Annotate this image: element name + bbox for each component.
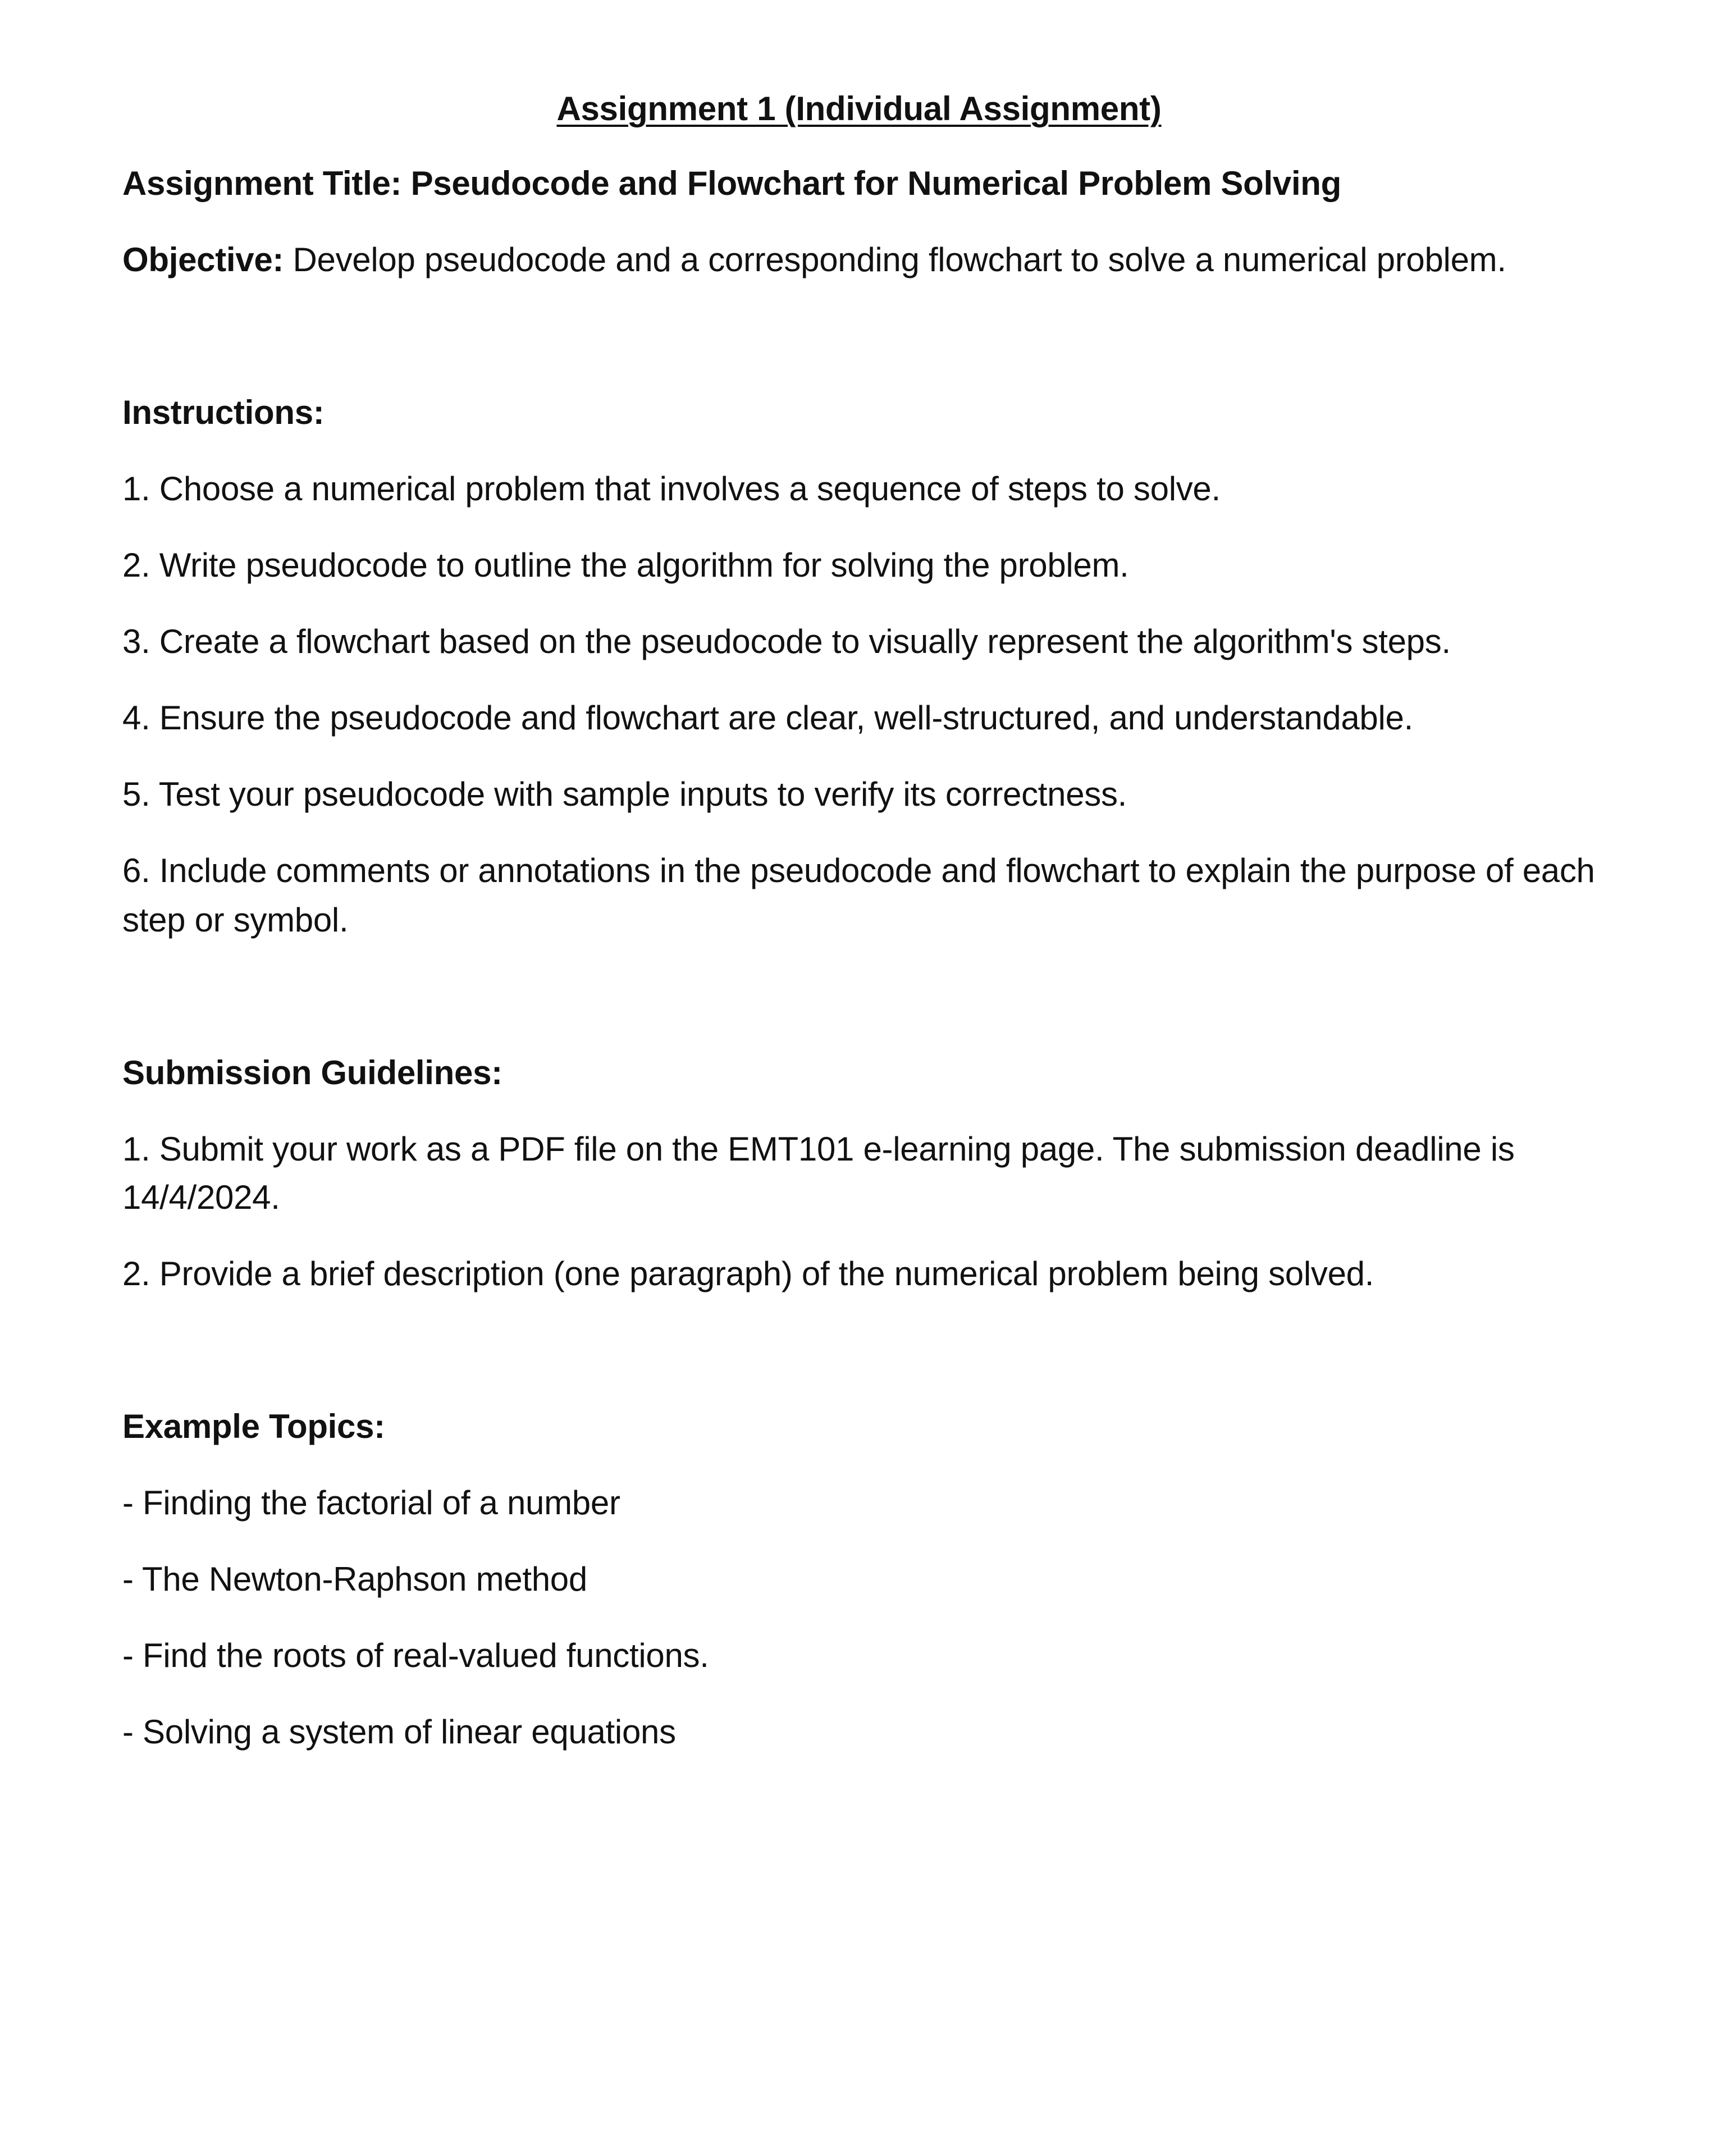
- topic-item: - Find the roots of real-valued functions.: [122, 1637, 709, 1674]
- submission-heading: Submission Guidelines:: [122, 1054, 502, 1091]
- instruction-item: 2. Write pseudocode to outline the algorithm for solving the problem.: [122, 546, 1129, 584]
- instruction-item: 4. Ensure the pseudocode and flowchart are clear, well-structured, and understandable.: [122, 699, 1413, 737]
- instruction-item: 3. Create a flowchart based on the pseudocode to visually represent the algorithm's steps.: [122, 623, 1451, 660]
- assignment-title: Assignment Title: Pseudocode and Flowchart for Numerical Problem Solving: [122, 165, 1342, 202]
- topic-item: - Finding the factorial of a number: [122, 1484, 620, 1522]
- objective-label: Objective:: [122, 241, 284, 278]
- instruction-item: 5. Test your pseudocode with sample inputs to verify its correctness.: [122, 775, 1127, 813]
- topic-item: - Solving a system of linear equations: [122, 1713, 676, 1751]
- submission-item: 2. Provide a brief description (one paragraph) of the numerical problem being solved.: [122, 1255, 1374, 1292]
- topic-item: - The Newton-Raphson method: [122, 1560, 587, 1598]
- objective-text: Develop pseudocode and a corresponding flowchart to solve a numerical problem.: [284, 241, 1506, 278]
- page-title: Assignment 1 (Individual Assignment): [556, 90, 1162, 127]
- objective-line: [122, 240, 1506, 280]
- submission-item: 1. Submit your work as a PDF file on the EMT101 e-learning page. The submission deadline is: [122, 1130, 1515, 1168]
- topics-heading: Example Topics:: [122, 1408, 385, 1445]
- submission-item-continued: 14/4/2024.: [122, 1179, 280, 1216]
- instruction-item: 6. Include comments or annotations in the pseudocode and flowchart to explain the purpose of each: [122, 852, 1595, 889]
- instruction-item: 1. Choose a numerical problem that involves a sequence of steps to solve.: [122, 470, 1221, 508]
- instructions-heading: Instructions:: [122, 394, 325, 431]
- instruction-item-continued: step or symbol.: [122, 901, 349, 939]
